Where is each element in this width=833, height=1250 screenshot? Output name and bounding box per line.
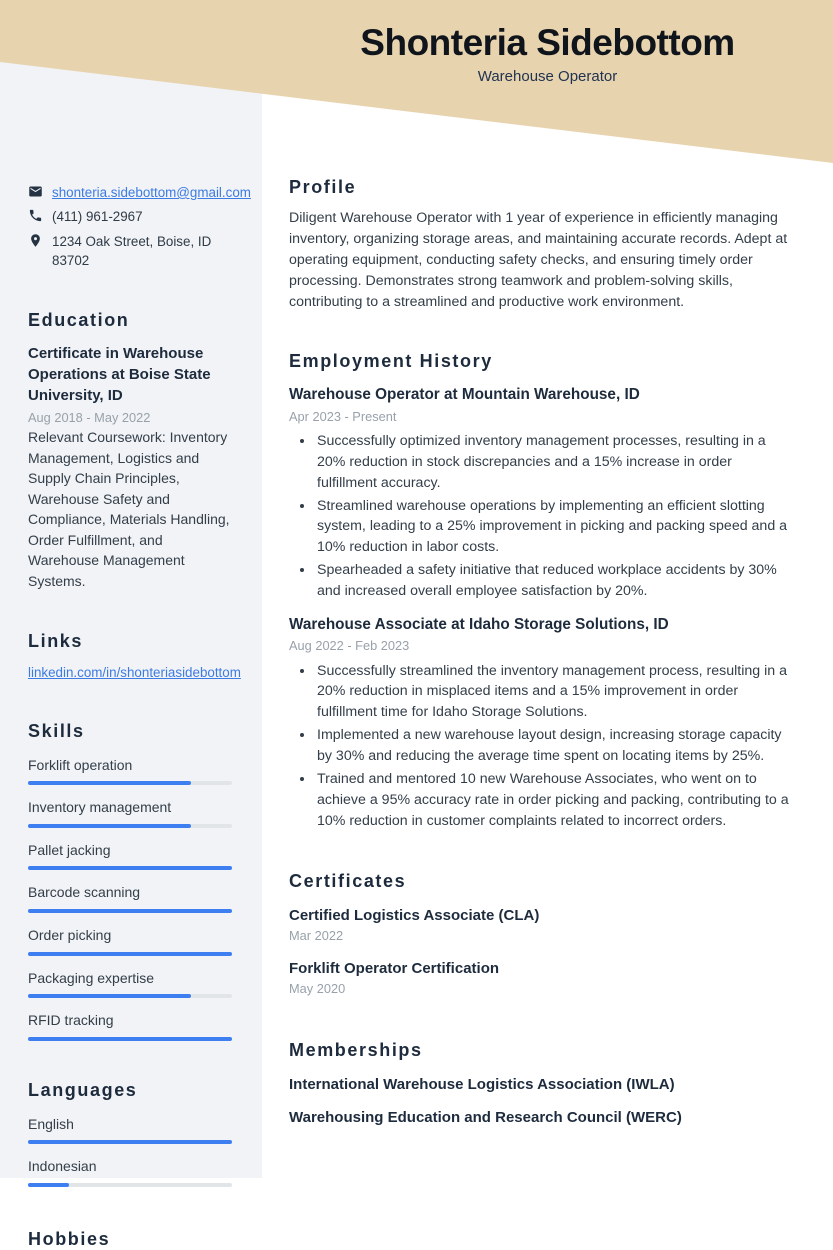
certificate-name: Forklift Operator Certification: [289, 959, 500, 977]
job-bullet: • Implemented a new warehouse layout design, increasing storage capacity by 30% and reducing the average time spent on locating items by 25%.: [315, 725, 795, 767]
education-section: [28, 310, 232, 592]
main-column: [262, 0, 833, 1178]
skill-bar-track: [28, 866, 232, 870]
skill-bar-fill: [28, 952, 232, 956]
envelope-icon: [28, 184, 43, 199]
certificate-date: Mar 2022: [289, 927, 344, 943]
email-link[interactable]: shonteria.sidebottom@gmail.com: [52, 185, 251, 200]
skill-item: [28, 1011, 232, 1041]
address-text: 1234 Oak Street, Boise, ID 83702: [52, 233, 212, 269]
skill-name: Order picking: [28, 926, 112, 943]
language-name: Indonesian: [28, 1158, 97, 1175]
skill-bar-fill: [28, 994, 191, 998]
skill-bar-track: [28, 909, 232, 913]
skill-item: [28, 969, 232, 999]
skill-bar-fill: [28, 909, 232, 913]
certificates-heading: Certificates: [289, 870, 407, 891]
membership-item: Warehousing Education and Research Council (WERC): [289, 1108, 682, 1126]
skill-bar-track: [28, 1037, 232, 1041]
skill-bar-track: [28, 952, 232, 956]
languages-heading: Languages: [28, 1079, 138, 1100]
links-section: [28, 630, 241, 682]
skill-bar-track: [28, 824, 232, 828]
job-bullets: [289, 431, 795, 602]
contact-phone-row: [28, 207, 232, 226]
language-bar-fill: [28, 1183, 69, 1187]
language-item: [28, 1115, 232, 1145]
skill-bar-fill: [28, 781, 191, 785]
skill-name: Forklift operation: [28, 756, 133, 773]
contact-email-row: [28, 183, 251, 202]
profile-heading: Profile: [289, 177, 357, 197]
skill-name: Pallet jacking: [28, 841, 111, 858]
languages-section: [28, 1080, 232, 1187]
language-bar-track: [28, 1140, 232, 1144]
skill-bar-fill: [28, 866, 232, 870]
hobbies-heading: Hobbies: [28, 1228, 111, 1249]
memberships-heading: Memberships: [289, 1039, 423, 1060]
memberships-section: [289, 1040, 795, 1128]
certificate-date: May 2020: [289, 980, 346, 996]
education-description: Relevant Coursework: Inventory Management, Logistics and Supply Chain Principles, Warehouse Safety and Compliance, Materials Handling, Order Fulfillment, and Warehouse Management Systems.: [28, 428, 230, 589]
employment-heading: Employment History: [289, 351, 493, 372]
profile-section: [289, 177, 795, 312]
linkedin-link[interactable]: linkedin.com/in/shonteriasidebottom: [28, 664, 241, 680]
job-title: Warehouse Operator at Mountain Warehouse, ID: [289, 386, 640, 404]
certificate-name: Certified Logistics Associate (CLA): [289, 906, 540, 924]
skill-bar-track: [28, 994, 232, 998]
language-bar-track: [28, 1183, 232, 1187]
language-name: English: [28, 1115, 74, 1132]
skill-bar-track: [28, 781, 232, 785]
education-date: Aug 2018 - May 2022: [28, 409, 151, 425]
skill-item: [28, 756, 232, 786]
sidebar: [0, 0, 262, 1249]
skill-item: [28, 926, 232, 956]
page-title: Shonteria Sidebottom: [360, 22, 735, 63]
skill-name: Inventory management: [28, 799, 172, 816]
certificate-item: [289, 905, 795, 945]
job-bullets: [289, 661, 795, 832]
membership-item: International Warehouse Logistics Association (IWLA): [289, 1075, 675, 1093]
skill-name: RFID tracking: [28, 1012, 114, 1029]
certificate-item: [289, 958, 795, 998]
links-heading: Links: [28, 630, 84, 651]
education-heading: Education: [28, 309, 130, 330]
job-bullet: • Trained and mentored 10 new Warehouse Associates, who went on to achieve a 95% accuracy rate in order picking and packing, contributing to a 10% reduction in customer complaints related to incorrect orders.: [315, 769, 795, 832]
job-date: Apr 2023 - Present: [289, 408, 397, 424]
language-bar-fill: [28, 1140, 232, 1144]
job-entry: [289, 384, 795, 602]
job-bullet: • Spearheaded a safety initiative that reduced workplace accidents by 30% and increased overall employee satisfaction by 20%.: [315, 560, 795, 602]
job-bullet: • Streamlined warehouse operations by implementing an efficient slotting system, leading to a 25% improvement in picking and packing speed and a 10% reduction in labor costs.: [315, 496, 795, 559]
job-bullet: • Successfully optimized inventory management processes, resulting in a 20% reduction in stock discrepancies and a 15% increase in order fulfillment accuracy.: [315, 431, 795, 494]
job-bullet: • Successfully streamlined the inventory management process, resulting in a 20% reduction in misplaced items and a 15% improvement in order fulfillment time for Idaho Storage Solutions.: [315, 661, 795, 724]
language-item: [28, 1157, 232, 1187]
skills-section: [28, 721, 232, 1041]
contact-block: [28, 183, 251, 271]
job-role-subtitle: Warehouse Operator: [477, 67, 618, 85]
skill-bar-fill: [28, 1037, 232, 1041]
job-date: Aug 2022 - Feb 2023: [289, 638, 410, 654]
certificates-section: [289, 871, 795, 998]
phone-icon: [28, 208, 43, 223]
skill-bar-fill: [28, 824, 191, 828]
job-entry: [289, 614, 795, 832]
header-text: [262, 24, 833, 85]
skill-item: [28, 883, 232, 913]
skill-item: [28, 841, 232, 871]
skill-item: [28, 798, 232, 828]
skill-name: Packaging expertise: [28, 969, 155, 986]
job-title: Warehouse Associate at Idaho Storage Solutions, ID: [289, 615, 669, 633]
degree-title: Certificate in Warehouse Operations at Boise State University, ID: [28, 344, 211, 404]
skill-name: Barcode scanning: [28, 884, 141, 901]
contact-address-row: [28, 232, 232, 271]
location-pin-icon: [28, 233, 43, 248]
employment-section: [289, 351, 795, 831]
skills-heading: Skills: [28, 720, 85, 741]
phone-number: (411) 961-2967: [52, 209, 143, 225]
hobbies-section: [28, 1229, 232, 1250]
profile-text: Diligent Warehouse Operator with 1 year of experience in efficiently managing inventory, organizing storage areas, and maintaining accurate records. Adept at operating equipment, conducting safety checks, and ensuring timely order processing. Demonstrates strong teamwork and problem-solving skills, contributing to a streamlined and productive work environment.: [289, 210, 788, 310]
